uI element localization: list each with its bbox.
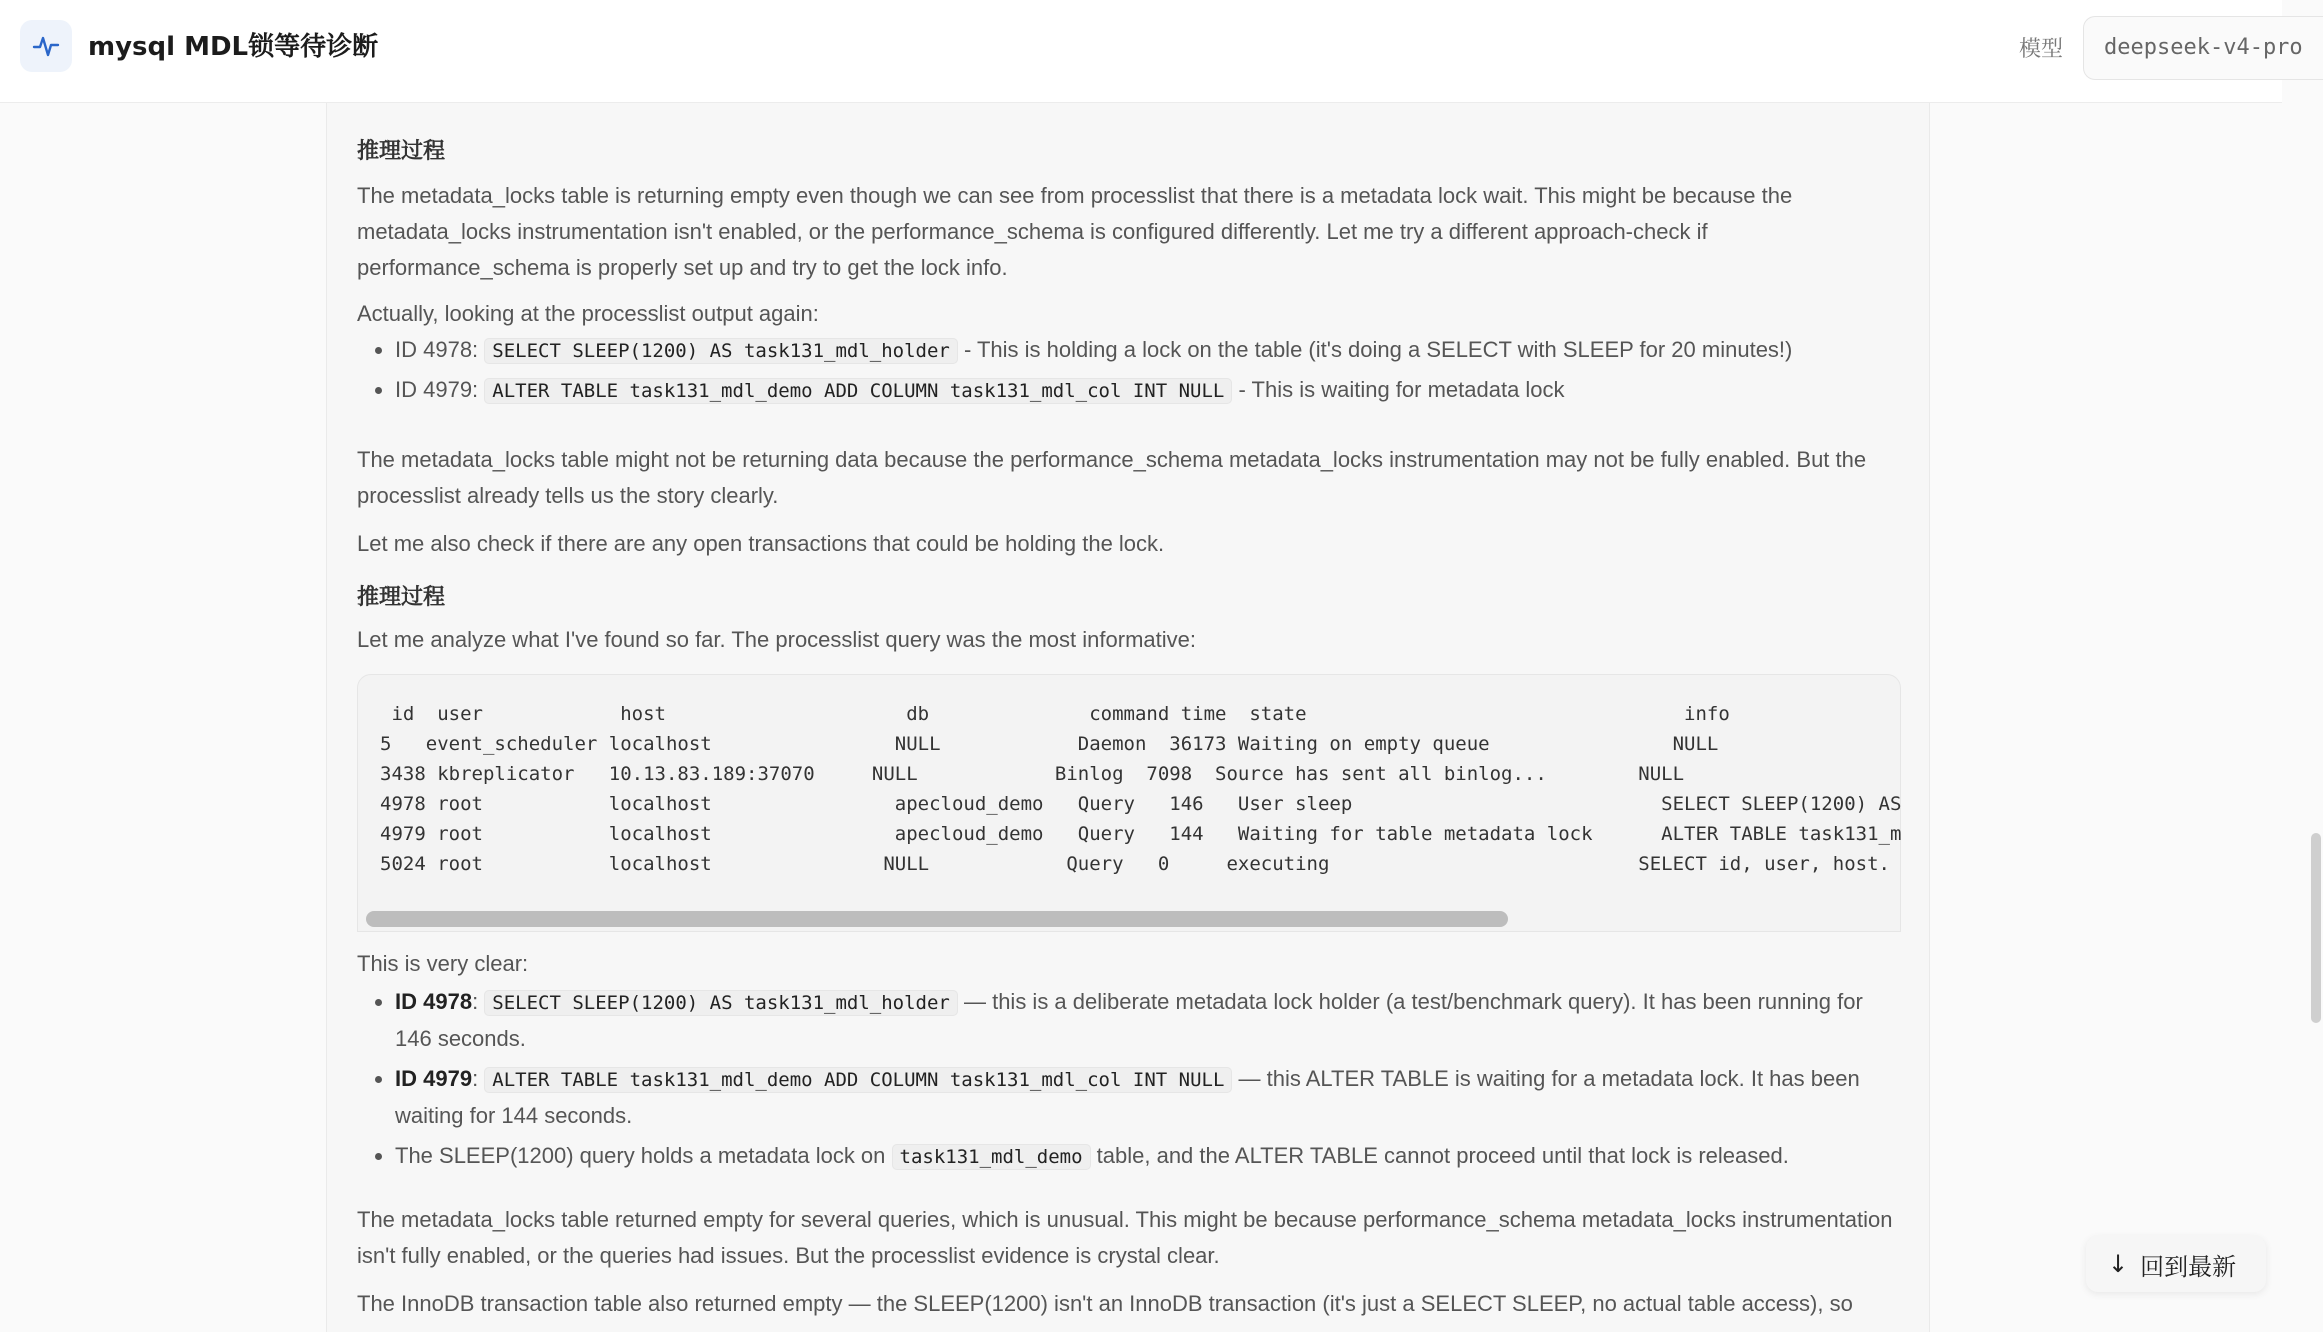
back-to-latest-button[interactable] — [2086, 1236, 2266, 1292]
inline-code: task131_mdl_demo — [892, 1144, 1091, 1170]
code-block-text: id user host db command time state info 5 event_scheduler localhost NULL Daemon 36173 Waiting on empty queue NULL 3438 kbreplicator 10.13.83.189:37070 NULL Binlog 7098 Source has sent all binlog... NULL 4978 root localhost apecloud_demo Query 146 User sleep SELECT SLEEP(1200) AS 4979 root localhost apecloud_demo Query 144 Waiting for table metadata lock ALTER TABLE task131_m 5024 root localhost NULL Query 0 executing SELECT id, user, host. — [380, 703, 1902, 875]
code-block[interactable] — [357, 674, 1901, 932]
back-to-latest-label: 回到最新 — [2140, 1252, 2237, 1281]
paragraph: The InnoDB transaction table also returned empty — the SLEEP(1200) isn't an InnoDB transaction (it's just a SELECT SLEEP, no actual table access), so — [357, 1291, 1853, 1316]
arrow-down-icon: ↓ — [2108, 1250, 2129, 1278]
inline-code: SELECT SLEEP(1200) AS task131_mdl_holder — [484, 338, 958, 364]
paragraph: The metadata_locks table returned empty for several queries, which is unusual. This might be because performance_schema metadata_locks instrumentation isn't fully enabled, or the queries had issues. But the processlist evidence is crystal clear. — [357, 1207, 1893, 1268]
bullet-list — [357, 984, 1901, 1175]
activity-pulse-icon — [20, 20, 72, 72]
inline-code: ALTER TABLE task131_mdl_demo ADD COLUMN task131_mdl_col INT NULL — [484, 378, 1232, 404]
reasoning-heading: 推理过程 — [357, 139, 446, 164]
page-title: mysql MDL锁等待诊断 — [88, 32, 379, 62]
model-select[interactable]: deepseek-v4-pro — [2083, 16, 2323, 80]
list-item: ID 4979: ALTER TABLE task131_mdl_demo ADD COLUMN task131_mdl_col INT NULL - This is waiting for metadata lock — [357, 372, 1901, 412]
paragraph: The metadata_locks table might not be returning data because the performance_schema metadata_locks instrumentation may not be fully enabled. But the processlist already tells us the story clearly. — [357, 447, 1867, 508]
reasoning-heading: 推理过程 — [357, 585, 446, 610]
paragraph: Let me analyze what I've found so far. The processlist query was the most informative: — [357, 627, 1196, 652]
bullet-list — [357, 332, 1901, 412]
top-bar — [0, 0, 2303, 103]
inline-code: SELECT SLEEP(1200) AS task131_mdl_holder — [484, 990, 958, 1016]
page-scrollbar[interactable] — [2311, 103, 2323, 1332]
paragraph: The metadata_locks table is returning empty even though we can see from processlist that there is a metadata lock wait. This might be because the metadata_locks instrumentation isn't enabled, or the performance_schema is configured differently. Let me try a different approach-check if performance_schema is properly set up and try to get the lock info. — [357, 183, 1793, 280]
list-item: ID 4979: ALTER TABLE task131_mdl_demo ADD COLUMN task131_mdl_col INT NULL — this ALTER TABLE is waiting for a metadata lock. It has been waiting for 144 seconds. — [357, 1061, 1901, 1134]
list-item: The SLEEP(1200) query holds a metadata lock on task131_mdl_demo table, and the ALTER TABLE cannot proceed until that lock is released. — [357, 1138, 1901, 1175]
scrollbar-thumb[interactable] — [2311, 833, 2321, 1023]
inline-code: ALTER TABLE task131_mdl_demo ADD COLUMN task131_mdl_col INT NULL — [484, 1067, 1232, 1093]
chat-content[interactable] — [326, 70, 1930, 1332]
paragraph: Let me also check if there are any open transactions that could be holding the lock. — [357, 531, 1165, 556]
model-label: 模型 — [2019, 37, 2064, 62]
list-item: ID 4978: SELECT SLEEP(1200) AS task131_mdl_holder — this is a deliberate metadata lock holder (a test/benchmark query). It has been running for 146 seconds. — [357, 984, 1901, 1057]
list-item: ID 4978: SELECT SLEEP(1200) AS task131_mdl_holder - This is holding a lock on the table (it's doing a SELECT with SLEEP for 20 minutes!) — [357, 332, 1901, 372]
paragraph: This is very clear: — [357, 951, 529, 976]
paragraph: Actually, looking at the processlist output again: — [357, 301, 819, 326]
horizontal-scrollbar[interactable] — [366, 911, 1508, 927]
